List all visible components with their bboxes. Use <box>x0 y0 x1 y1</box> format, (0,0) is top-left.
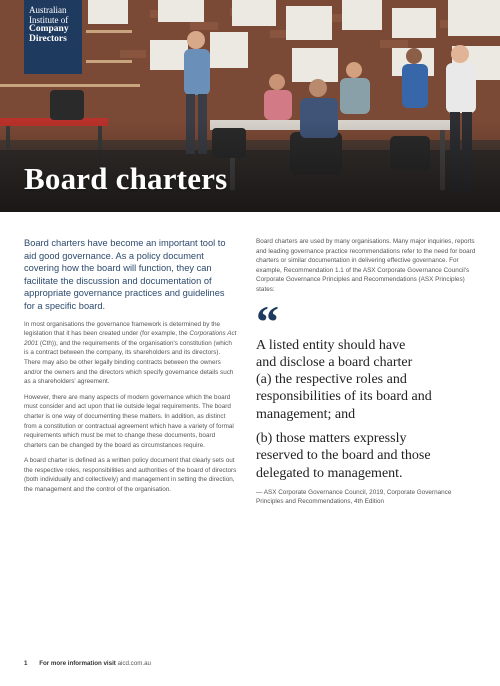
page-footer <box>24 660 151 667</box>
quote-line: A listed entity should have <box>256 337 406 353</box>
page-title: Board charters <box>24 161 228 196</box>
hero-image <box>0 0 500 212</box>
page-number: 1 <box>24 660 28 667</box>
aicd-logo <box>24 0 82 74</box>
quote-line: management; and <box>256 406 356 422</box>
footer-link[interactable]: aicd.com.au <box>117 660 151 667</box>
pull-quote <box>256 337 478 482</box>
quote-line: responsibilities of its board and <box>256 389 432 405</box>
logo-line: Institute of <box>29 14 69 25</box>
quote-line: (a) the respective roles and <box>256 372 407 388</box>
body-paragraph <box>24 320 237 387</box>
quote-line: reserved to the board and those <box>256 448 431 464</box>
body-text: (Cth)), and the requirements of the organisation's constitution (which is a contract between the company, its shareholders and its directors). There may also be other legally binding contracts between the owners and/or the owners and the directors which specify governance details such as a shareholders' agreement. <box>24 339 234 386</box>
body-paragraph: A board charter is defined as a written policy document that clearly sets out the respective roles, responsibilities and authorities of the board of directors (both individually and collectively) and management in setting the direction, the management and the control of the organisation. <box>24 457 237 494</box>
quote-line: delegated to management. <box>256 465 403 481</box>
lead-paragraph: Board charters have become an important tool to aid good governance. As a policy document covering how the board will function, they can facilitate the discussion and documentation of appropriate governance practices and guidelines for a specific board. <box>24 238 226 311</box>
quote-citation: — ASX Corporate Governance Council, 2019, Corporate Governance Principles and Recommendations, 4th Edition <box>256 488 452 506</box>
body-paragraph: However, there are many aspects of modern governance which the board must consider and act upon that lie outside legal requirements. The board charter is one way of documenting these matters. In addition, as distinct from a constitution or contractual agreement which have a variety of formal requirements which must be met to change these documents, board charters can be changed by the board as circumstances require. <box>24 393 234 449</box>
intro-paragraph: Board charters are used by many organisations. Many major inquiries, reports and leading governance practice recommendations refer to the need for board charters or similar documentation in delivering effective governance. For example, Recommendation 1.1 of the ASX Corporate Governance Council's Corporate Governance Principles and Recommendations (ASX Principles) states: <box>256 238 476 293</box>
body-text: In most organisations the governance framework is determined by the legislation that it has been created under (for example, the <box>24 320 221 338</box>
quote-line: (b) those matters expressly <box>256 431 407 447</box>
footer-label: For more information visit <box>39 660 116 667</box>
act-title: Corporations Act 2001 <box>24 330 237 347</box>
right-column <box>256 237 478 507</box>
quote-mark-icon: “ <box>256 295 276 347</box>
logo-line: Directors <box>29 33 67 44</box>
logo-line: Australian <box>29 5 67 15</box>
left-column <box>24 237 237 501</box>
quote-line: and disclose a board charter <box>256 354 413 370</box>
logo-line: Company <box>29 24 69 34</box>
